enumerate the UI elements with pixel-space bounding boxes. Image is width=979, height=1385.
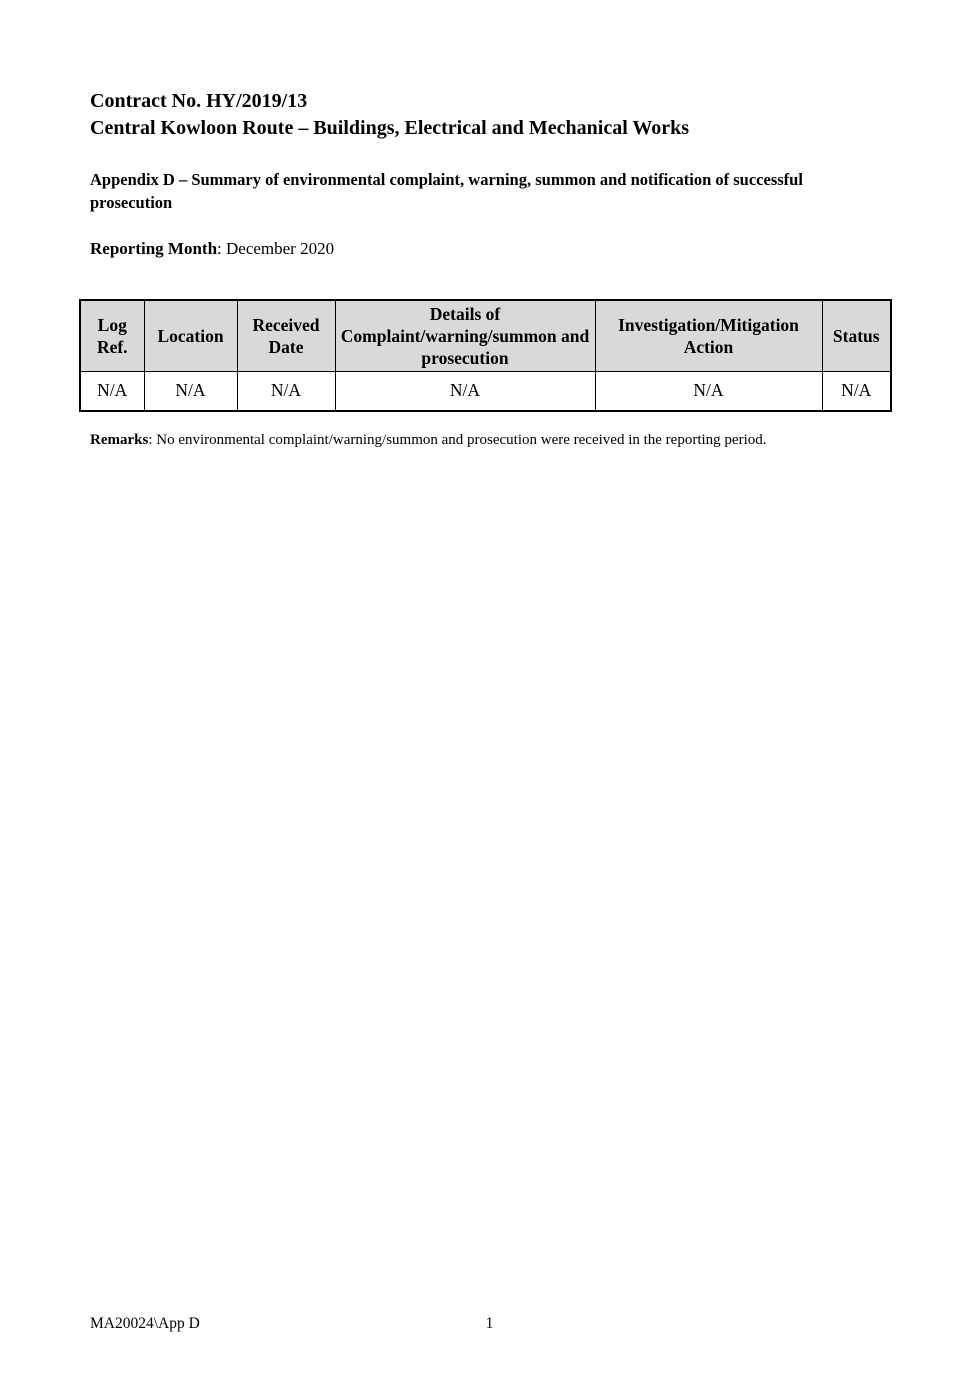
cell-details: N/A: [335, 372, 595, 411]
contract-name-line: Central Kowloon Route – Buildings, Electrical and Mechanical Works: [90, 117, 690, 139]
contract-number-line: Contract No. HY/2019/13: [90, 90, 308, 112]
remarks-line: [90, 430, 890, 450]
column-header-location: Location: [144, 300, 237, 372]
remarks-label: Remarks: [90, 432, 149, 448]
column-header-log-ref: Log Ref.: [80, 300, 144, 372]
cell-received-date: N/A: [237, 372, 335, 411]
cell-investigation: N/A: [595, 372, 822, 411]
remarks-text: : No environmental complaint/warning/summon and prosecution were received in the reporting period.: [148, 432, 767, 448]
reporting-month-line: [90, 238, 334, 260]
contract-title: [90, 88, 689, 142]
environmental-complaint-summary-table: [79, 299, 892, 412]
page-footer: [0, 1315, 979, 1337]
column-header-investigation: Investigation/Mitigation Action: [595, 300, 822, 372]
reporting-month-value: : December 2020: [217, 239, 335, 258]
appendix-heading: Appendix D – Summary of environmental complaint, warning, summon and notification of successful prosecution: [90, 170, 803, 212]
cell-status: N/A: [822, 372, 891, 411]
column-header-status: Status: [822, 300, 891, 372]
cell-log-ref: N/A: [80, 372, 144, 411]
column-header-details: Details of Complaint/warning/summon and prosecution: [335, 300, 595, 372]
reporting-month-label: Reporting Month: [90, 239, 218, 258]
table-header-row: [80, 300, 891, 372]
table-row: [80, 372, 891, 411]
document-reference: MA20024\App D: [90, 1315, 200, 1332]
cell-location: N/A: [144, 372, 237, 411]
page-number: 1: [485, 1315, 494, 1332]
column-header-received-date: Received Date: [237, 300, 335, 372]
